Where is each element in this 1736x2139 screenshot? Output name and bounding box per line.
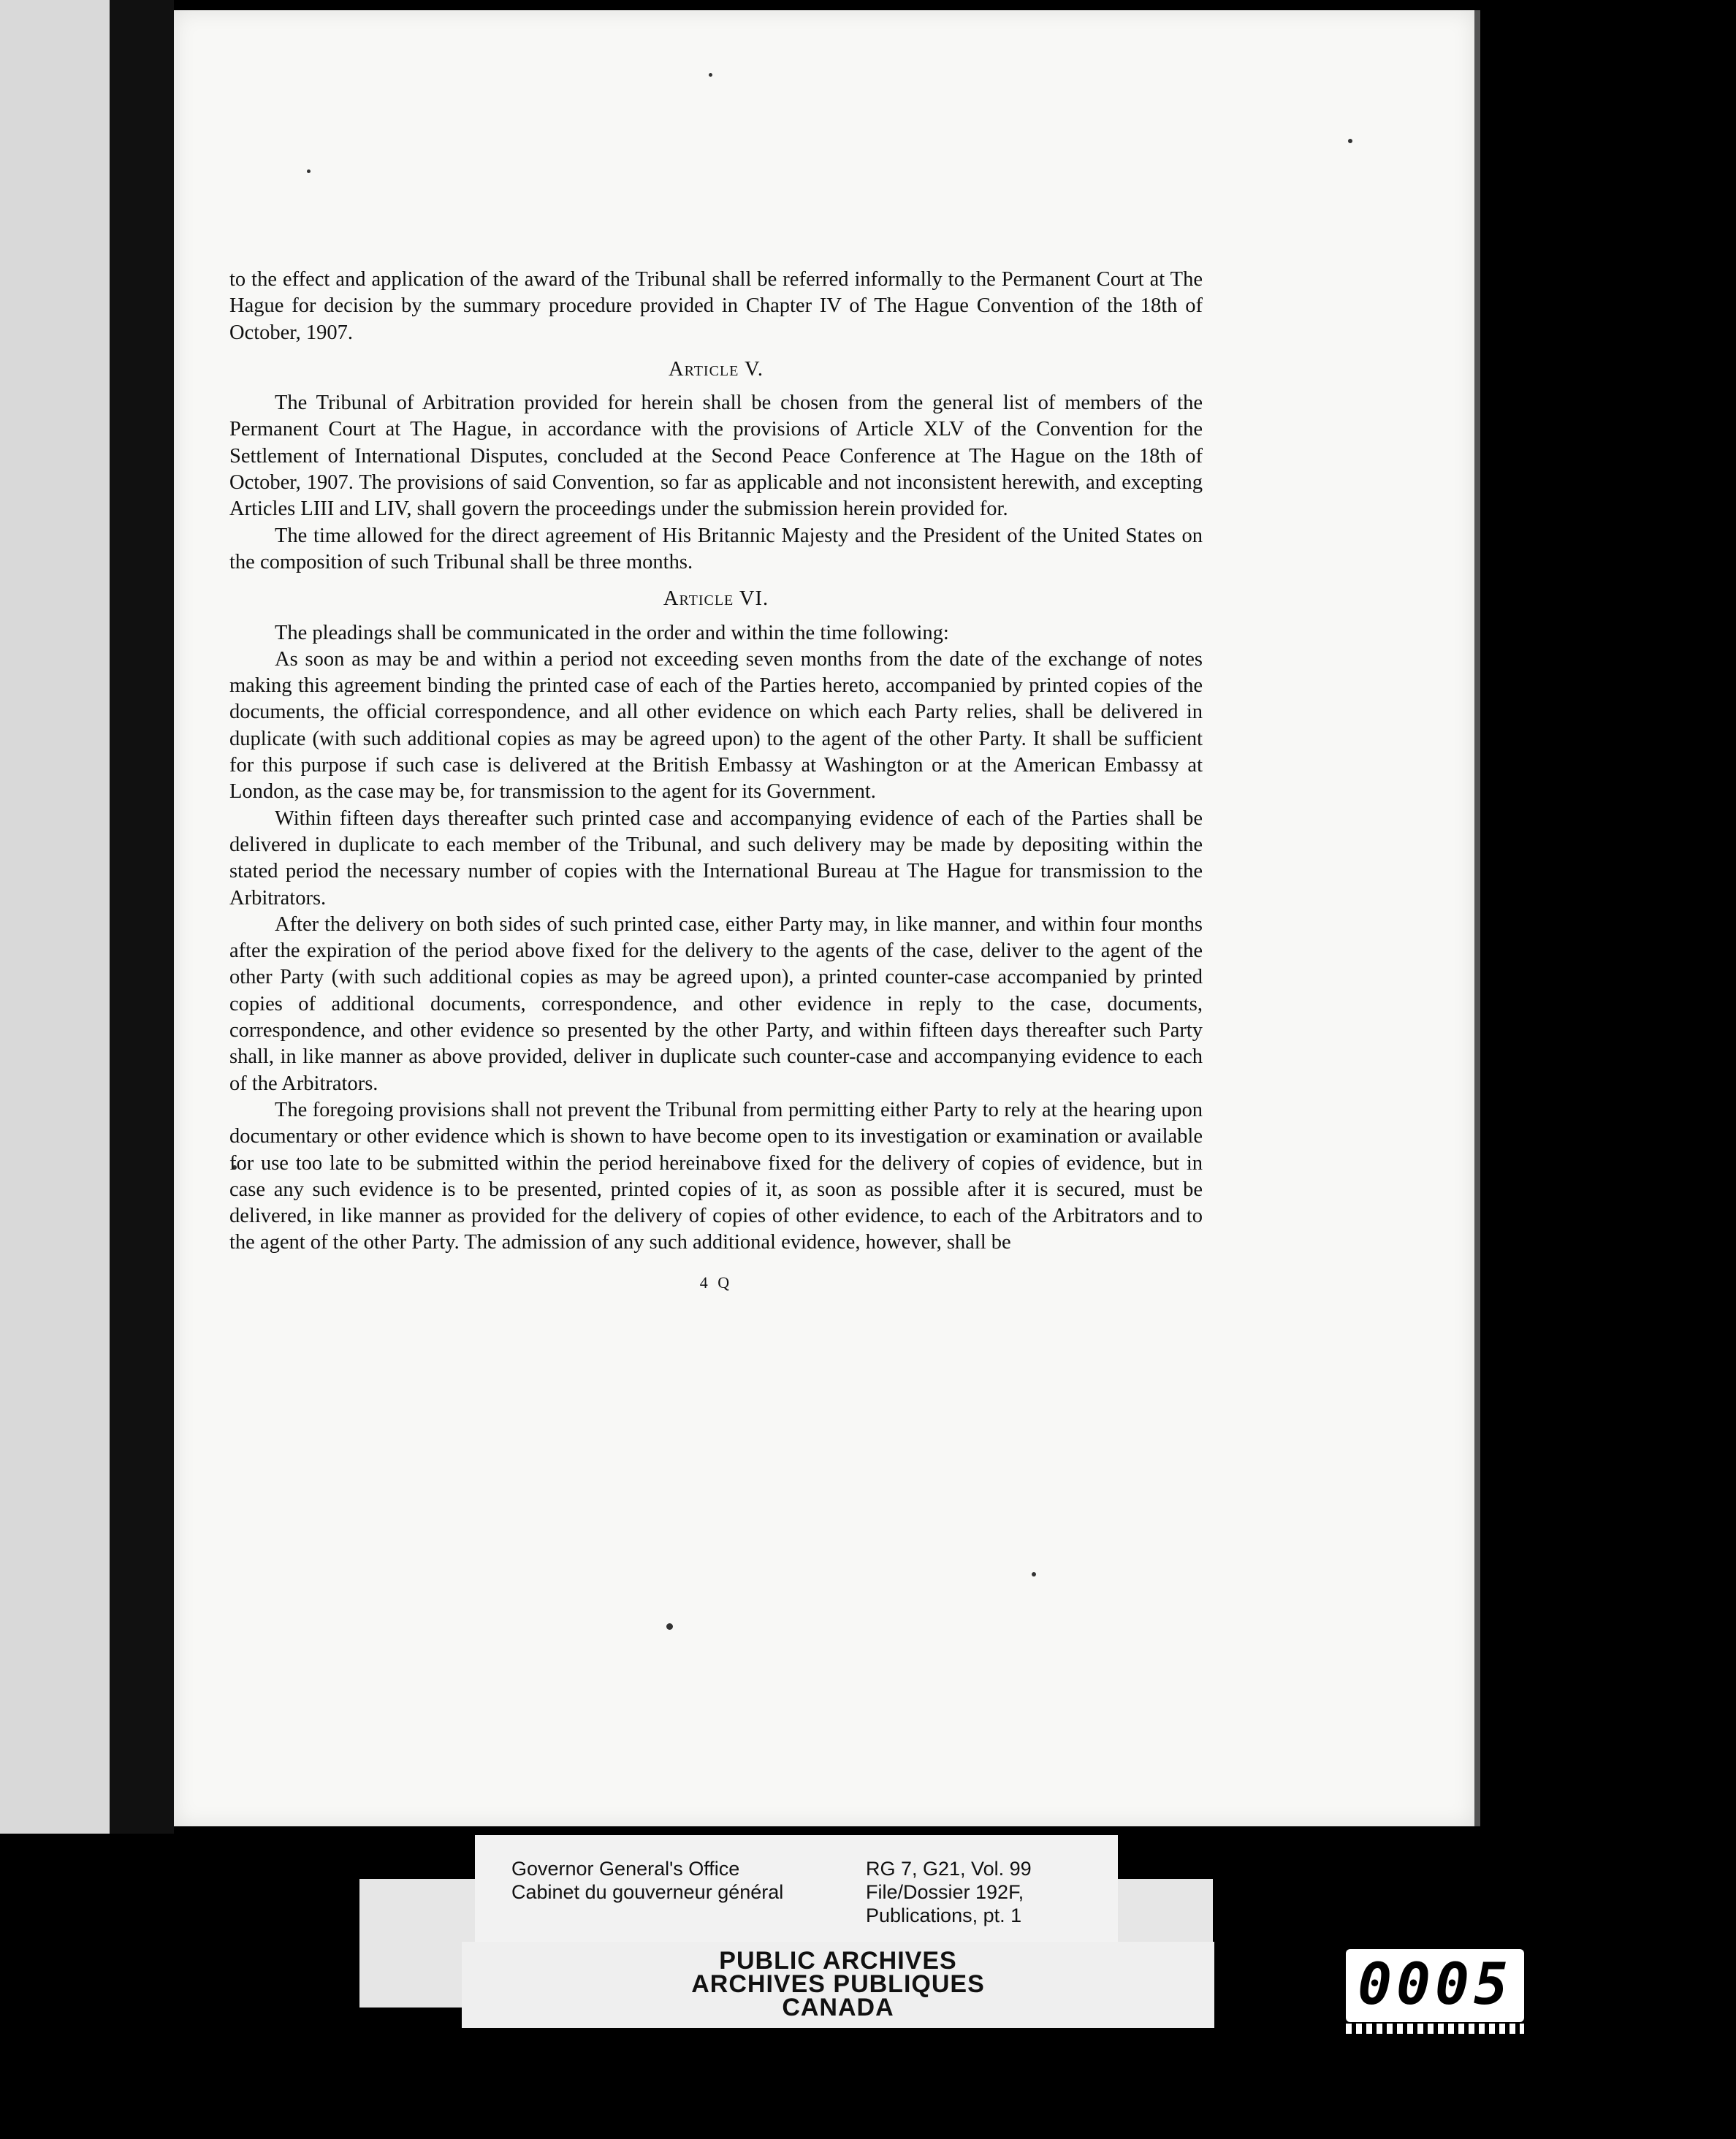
page-number: 4 Q bbox=[699, 1273, 733, 1292]
article-vi-paragraph: Within fifteen days thereafter such printed case and accompanying evidence of each of the Parties shall be delivered in duplicate to each member of the Tribunal, and such delivery may be made by depositing within the stated period the necessary number of copies with the International Bureau at The Hague for transmission to the Arbitrators. bbox=[229, 807, 1203, 910]
office-en: Governor General's Office bbox=[511, 1858, 740, 1880]
film-sprocket-marks bbox=[1346, 2024, 1524, 2034]
stamp-line-2: ARCHIVES PUBLIQUES bbox=[691, 1970, 985, 1998]
article-v-paragraph: The Tribunal of Arbitration provided for herein shall be chosen from the general list of members of the Permanent Court at The Hague, in accordance with the provisions of Article XLV of the Convention for the Settlement of International Disputes, concluded at the Second Peace Conference at The Hague on the 18th of October, 1907. The provisions of said Convention, so far as applicable and not inconsistent herewith, and excepting Articles LIII and LIV, shall govern the proceedings under the submission herein provided for. bbox=[229, 392, 1203, 521]
speck bbox=[1348, 139, 1352, 143]
frame-number: 0005 bbox=[1358, 1952, 1512, 2018]
article-vi-paragraph: The pleadings shall be communicated in the order and within the time following: bbox=[275, 621, 949, 644]
archive-label-office bbox=[511, 1857, 783, 1904]
speck bbox=[1032, 1572, 1036, 1576]
archive-label bbox=[475, 1835, 1118, 1945]
reference: RG 7, G21, Vol. 99 bbox=[866, 1858, 1032, 1880]
article-vi-paragraph: As soon as may be and within a period not exceeding seven months from the date of the exchange of notes making this agreement binding the printed case of each of the Parties hereto, accompanied by printed copies of the documents, the official correspondence, and all other evidence on which each Party relies, shall be delivered in duplicate (with such additional copies as may be agreed upon) to the agent of the other Party. It shall be sufficient for this purpose if such case is delivered at the British Embassy at Washington or at the American Embassy at London, as the case may be, for transmission to the agent for its Government. bbox=[229, 647, 1203, 804]
archive-label-reference bbox=[866, 1857, 1032, 1927]
office-fr: Cabinet du gouverneur général bbox=[511, 1881, 784, 1903]
speck bbox=[666, 1623, 673, 1630]
archive-stamp bbox=[462, 1949, 1214, 2019]
continuation-paragraph: to the effect and application of the award of the Tribunal shall be referred informally to the Permanent Court at The Hague for decision by the summary procedure provided in Chapter IV of The Hague Convention of the 18th of October, 1907. bbox=[229, 268, 1203, 344]
stamp-line-3: CANADA bbox=[782, 1994, 894, 2021]
article-v-paragraph: The time allowed for the direct agreement of His Britannic Majesty and the President of the United States on the composition of such Tribunal shall be three months. bbox=[229, 524, 1203, 573]
article-vi-heading: Article VI. bbox=[663, 587, 769, 611]
speck bbox=[307, 169, 311, 173]
page-right-edge bbox=[1474, 10, 1480, 1826]
article-vi-paragraph: The foregoing provisions shall not prevent the Tribunal from permitting either Party to rely at the hearing upon documentary or other evidence which is shown to have become open to its investigation or examination or available for use too late to be submitted within the period hereinabove fixed for the delivery of copies of evidence, but in case any such evidence is to be presented, printed copies of it, as soon as possible after it is secured, must be delivered, in like manner as provided for the delivery of copies of other evidence, to each of the Arbitrators and to the agent of the other Party. The admission of any such additional evidence, however, shall be bbox=[229, 1098, 1203, 1254]
speck bbox=[709, 73, 712, 77]
document-body bbox=[229, 267, 1203, 1296]
film-left-margin bbox=[0, 0, 110, 1834]
article-vi-paragraph: After the delivery on both sides of such printed case, either Party may, in like manner, and within four months after the expiration of the period above fixed for the delivery to the agents of the case, deliver to the agent of the other Party (with such additional copies as may be agreed upon), a printed counter-case accompanied by printed copies of additional documents, correspondence, and other evidence in reply to the case, documents, correspondence, and other evidence so presented by the other Party, and within fifteen days thereafter such Party shall, in like manner as above provided, deliver in duplicate such counter-case and accompanying evidence to each of the Arbitrators. bbox=[229, 912, 1203, 1095]
file-number: File/Dossier 192F, bbox=[866, 1881, 1024, 1903]
publications: Publications, pt. 1 bbox=[866, 1904, 1022, 1926]
stamp-line-1: PUBLIC ARCHIVES bbox=[719, 1947, 957, 1975]
film-shadow bbox=[110, 0, 174, 1834]
article-v-heading: Article V. bbox=[668, 357, 764, 381]
